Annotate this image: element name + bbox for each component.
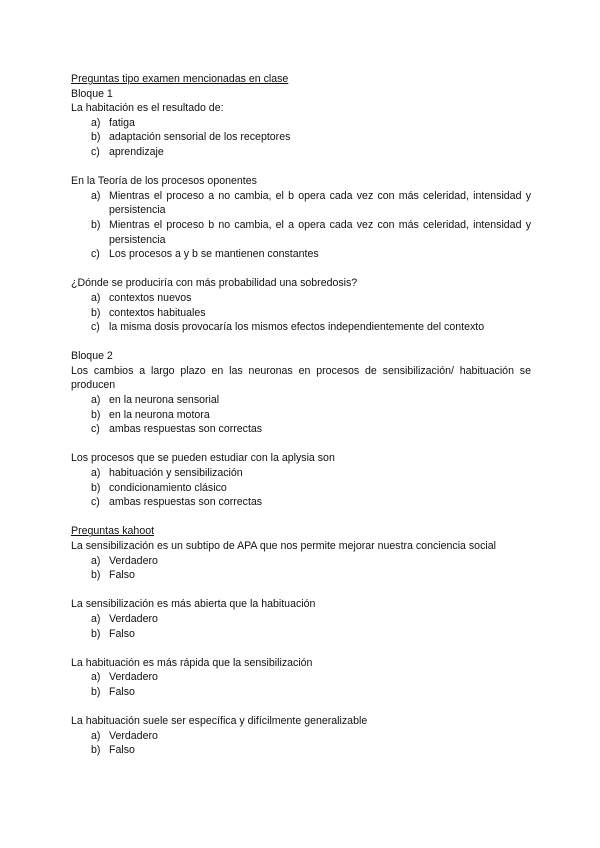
option-text: condicionamiento clásico [109, 481, 227, 494]
option-item [71, 495, 531, 510]
option-text: aprendizaje [109, 145, 164, 158]
bloque1-title: Bloque 1 [71, 87, 113, 100]
option-item [71, 685, 531, 700]
option-item [71, 729, 531, 744]
option-letter: b) [91, 481, 101, 494]
option-item [71, 116, 531, 131]
option-item [71, 291, 531, 306]
option-text: contextos nuevos [109, 291, 192, 304]
option-item [71, 466, 531, 481]
question-text: La habituación suele ser específica y difícilmente generalizable [71, 715, 368, 728]
kahoot-heading: Preguntas kahoot [71, 525, 155, 538]
option-letter: c) [91, 423, 100, 436]
options-list [71, 393, 531, 437]
question-text: La habituación es más rápida que la sensibilización [71, 656, 313, 669]
document-page [71, 72, 531, 758]
option-text: contextos habituales [109, 306, 206, 319]
option-item [71, 481, 531, 496]
option-item [71, 247, 531, 262]
option-letter: c) [91, 321, 100, 334]
option-text: Falso [109, 685, 135, 698]
option-text: ambas respuestas son correctas [109, 496, 263, 509]
options-list [71, 670, 531, 699]
option-text: Falso [109, 744, 135, 757]
option-letter: a) [91, 189, 101, 202]
option-letter: c) [91, 496, 100, 509]
spacer [71, 510, 531, 525]
option-letter: c) [91, 145, 100, 158]
question-text: La habitación es el resultado de: [71, 102, 224, 115]
option-letter: a) [91, 554, 101, 567]
option-letter: a) [91, 467, 101, 480]
option-text: Verdadero [109, 554, 158, 567]
option-text: Mientras el proceso a no cambia, el b opera cada vez con más celeridad, intensidad y persistencia [109, 189, 531, 217]
question-text: ¿Dónde se produciría con más probabilidad una sobredosis? [71, 277, 358, 290]
spacer [71, 700, 531, 715]
option-text: habituación y sensibilización [109, 467, 243, 480]
spacer [71, 160, 531, 175]
option-item [71, 130, 531, 145]
option-text: ambas respuestas son correctas [109, 423, 263, 436]
options-list [71, 554, 531, 583]
option-item [71, 408, 531, 423]
question-text: Los cambios a largo plazo en las neuronas en procesos de sensibilización/ habituación se producen [71, 364, 531, 392]
question-text: Los procesos que se pueden estudiar con la aplysia son [71, 452, 335, 465]
spacer [71, 262, 531, 277]
option-item [71, 320, 531, 335]
options-list [71, 612, 531, 641]
option-text: Falso [109, 569, 135, 582]
option-text: Verdadero [109, 729, 158, 742]
option-item [71, 568, 531, 583]
option-letter: b) [91, 569, 101, 582]
option-letter: a) [91, 116, 101, 129]
option-letter: b) [91, 744, 101, 757]
option-letter: c) [91, 248, 100, 261]
option-letter: a) [91, 394, 101, 407]
option-letter: b) [91, 218, 101, 231]
options-list [71, 189, 531, 262]
option-letter: b) [91, 131, 101, 144]
option-item [71, 627, 531, 642]
option-item [71, 189, 531, 218]
option-item [71, 218, 531, 247]
spacer [71, 583, 531, 598]
options-list [71, 466, 531, 510]
question-text: En la Teoría de los procesos oponentes [71, 175, 257, 188]
option-item [71, 670, 531, 685]
option-text: en la neurona sensorial [109, 394, 220, 407]
option-text: en la neurona motora [109, 408, 210, 421]
option-letter: a) [91, 291, 101, 304]
option-letter: a) [91, 671, 101, 684]
option-text: Verdadero [109, 612, 158, 625]
spacer [71, 641, 531, 656]
options-list [71, 729, 531, 758]
question-text: La sensibilización es un subtipo de APA que nos permite mejorar nuestra conciencia social [71, 540, 496, 552]
exam-questions-heading: Preguntas tipo examen mencionadas en clase [71, 73, 289, 85]
bloque2-title: Bloque 2 [71, 350, 113, 363]
option-letter: a) [91, 612, 101, 625]
option-item [71, 145, 531, 160]
option-item [71, 422, 531, 437]
option-item [71, 306, 531, 321]
option-letter: b) [91, 627, 101, 640]
option-letter: b) [91, 408, 101, 421]
option-letter: a) [91, 729, 101, 742]
option-text: adaptación sensorial de los receptores [109, 131, 291, 144]
option-item [71, 612, 531, 627]
spacer [71, 437, 531, 452]
option-item [71, 743, 531, 758]
options-list [71, 116, 531, 160]
option-item [71, 554, 531, 569]
option-letter: b) [91, 685, 101, 698]
options-list [71, 291, 531, 335]
option-text: la misma dosis provocaría los mismos efectos independientemente del contexto [109, 321, 485, 334]
option-text: Verdadero [109, 671, 158, 684]
spacer [71, 335, 531, 350]
option-text: fatiga [109, 116, 135, 129]
option-letter: b) [91, 306, 101, 319]
option-item [71, 393, 531, 408]
option-text: Falso [109, 627, 135, 640]
option-text: Los procesos a y b se mantienen constantes [109, 248, 319, 261]
question-text: La sensibilización es más abierta que la habituación [71, 598, 316, 611]
option-text: Mientras el proceso b no cambia, el a opera cada vez con más celeridad, intensidad y persistencia [109, 218, 531, 246]
